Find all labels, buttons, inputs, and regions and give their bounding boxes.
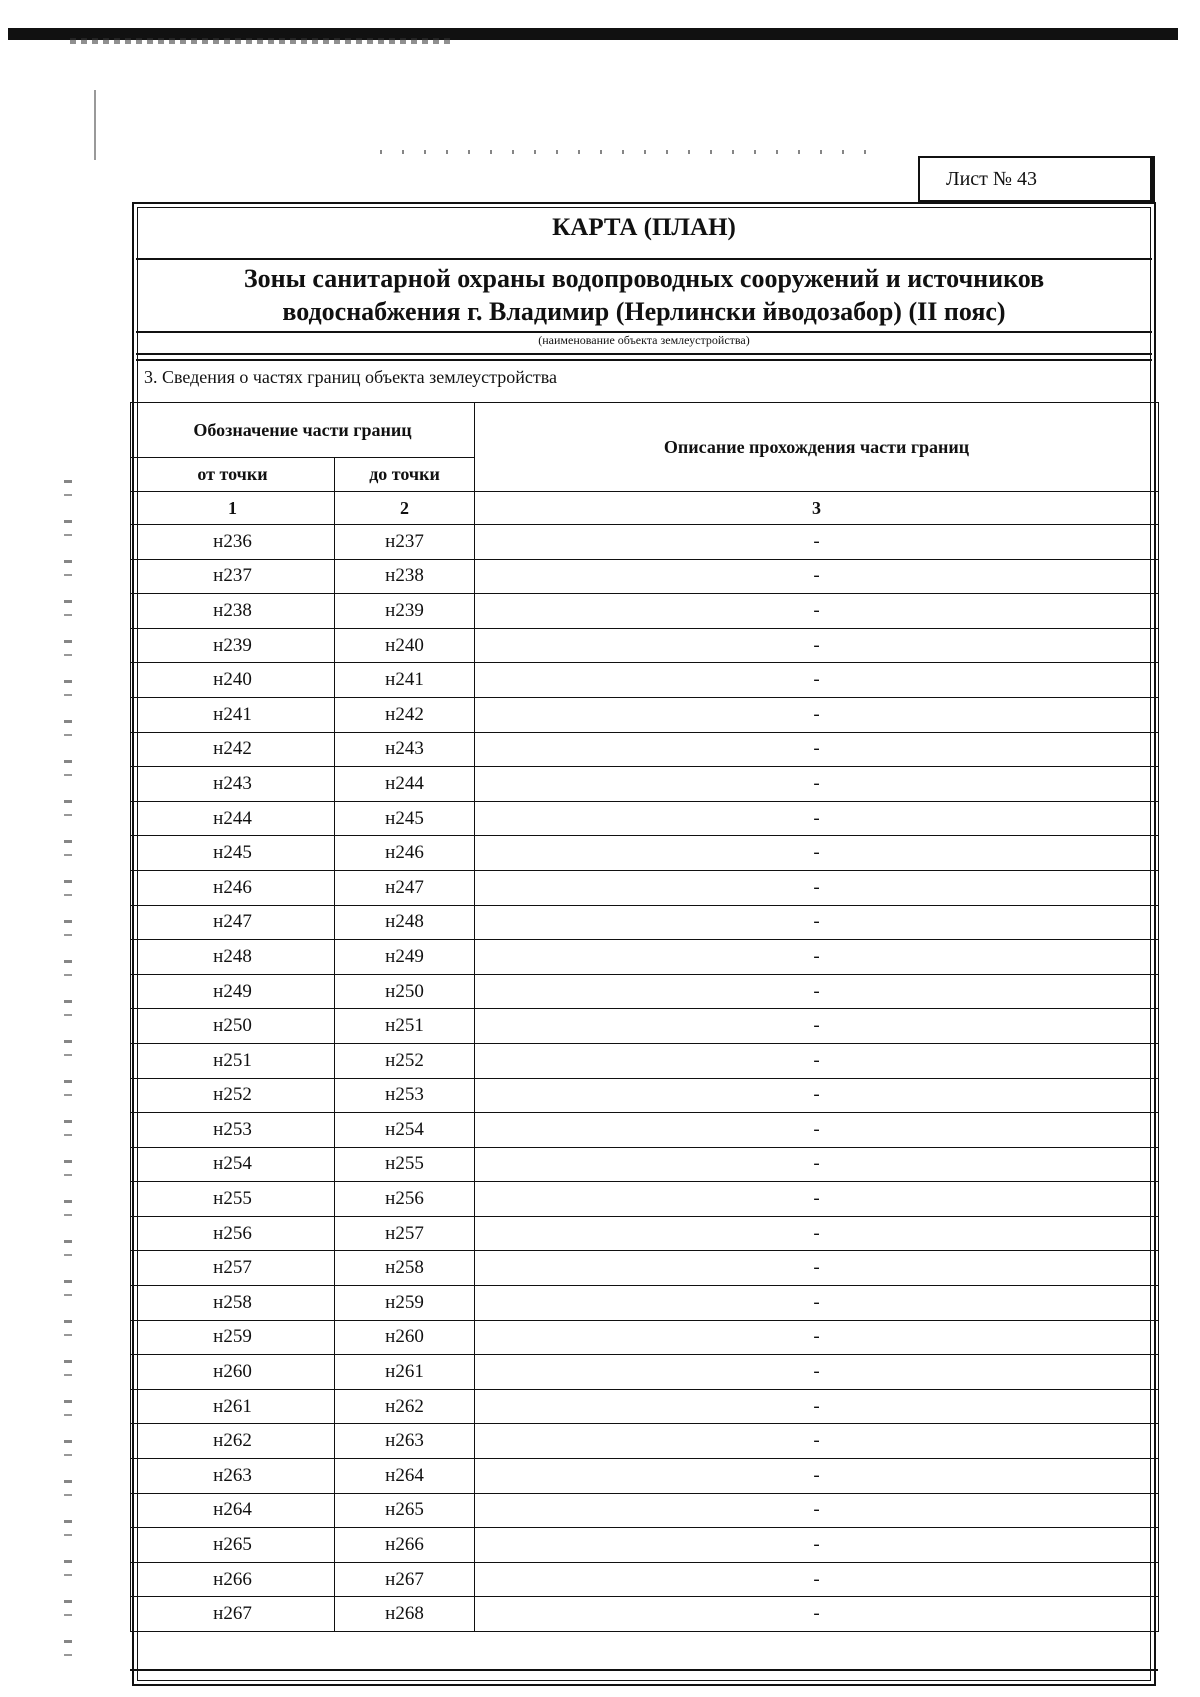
cell-description: - (475, 525, 1159, 560)
cell-from-point: н250 (131, 1009, 335, 1044)
cell-description: - (475, 1528, 1159, 1563)
cell-to-point: н266 (335, 1528, 475, 1563)
table-row (131, 1251, 1159, 1286)
cell-description: - (475, 732, 1159, 767)
table-row (131, 559, 1159, 594)
cell-from-point: н244 (131, 801, 335, 836)
table-row (131, 1182, 1159, 1217)
table-row (131, 940, 1159, 975)
cell-from-point: н237 (131, 559, 335, 594)
document-title: КАРТА (ПЛАН) (552, 214, 736, 241)
cell-description: - (475, 697, 1159, 732)
cell-to-point: н265 (335, 1493, 475, 1528)
table-row (131, 1424, 1159, 1459)
cell-from-point: н247 (131, 905, 335, 940)
cell-to-point: н267 (335, 1562, 475, 1597)
cell-to-point: н257 (335, 1216, 475, 1251)
cell-to-point: н254 (335, 1113, 475, 1148)
cell-description: - (475, 1009, 1159, 1044)
cell-description: - (475, 1147, 1159, 1182)
table-row (131, 1078, 1159, 1113)
cell-description: - (475, 1043, 1159, 1078)
sheet-number (918, 156, 1152, 202)
cell-to-point: н260 (335, 1320, 475, 1355)
scan-binding-marks (64, 480, 72, 1680)
cell-to-point: н258 (335, 1251, 475, 1286)
cell-to-point: н259 (335, 1286, 475, 1321)
cell-from-point: н259 (131, 1320, 335, 1355)
cell-from-point: н255 (131, 1182, 335, 1217)
cell-description: - (475, 1286, 1159, 1321)
cell-to-point: н241 (335, 663, 475, 698)
cell-to-point: н240 (335, 628, 475, 663)
table-row (131, 1009, 1159, 1044)
cell-from-point: н240 (131, 663, 335, 698)
cell-to-point: н261 (335, 1355, 475, 1390)
column-number: 2 (335, 492, 475, 525)
cell-to-point: н238 (335, 559, 475, 594)
cell-to-point: н256 (335, 1182, 475, 1217)
cell-to-point: н264 (335, 1459, 475, 1494)
cell-from-point: н242 (131, 732, 335, 767)
cell-from-point: н236 (131, 525, 335, 560)
cell-to-point: н247 (335, 870, 475, 905)
table-row (131, 1286, 1159, 1321)
cell-from-point: н241 (131, 697, 335, 732)
table-row (131, 697, 1159, 732)
scan-noise (70, 38, 450, 44)
cell-from-point: н245 (131, 836, 335, 871)
object-name-line1: Зоны санитарной охраны водопроводных сооружений и источников (243, 264, 1045, 293)
cell-description: - (475, 905, 1159, 940)
cell-description: - (475, 1320, 1159, 1355)
cell-from-point: н239 (131, 628, 335, 663)
cell-description: - (475, 870, 1159, 905)
cell-to-point: н253 (335, 1078, 475, 1113)
table-row (131, 1459, 1159, 1494)
cell-to-point: н268 (335, 1597, 475, 1632)
table-row (131, 974, 1159, 1009)
cell-description: - (475, 1597, 1159, 1632)
column-number: 1 (131, 492, 335, 525)
cell-from-point: н258 (131, 1286, 335, 1321)
scan-noise (380, 150, 880, 154)
sheet-number-label: Лист № 43 (946, 167, 1037, 190)
cell-description: - (475, 559, 1159, 594)
table-row (131, 1113, 1159, 1148)
object-name (138, 262, 1150, 328)
cell-description: - (475, 1389, 1159, 1424)
cell-to-point: н252 (335, 1043, 475, 1078)
cell-from-point: н261 (131, 1389, 335, 1424)
header-designation: Обозначение части границ (131, 403, 475, 458)
object-name-caption: (наименование объекта землеустройства) (538, 333, 750, 347)
cell-to-point: н251 (335, 1009, 475, 1044)
cell-description: - (475, 1459, 1159, 1494)
cell-from-point: н266 (131, 1562, 335, 1597)
cell-to-point: н250 (335, 974, 475, 1009)
object-name-line2: водоснабжения г. Владимир (Нерлински йводозабор) (II пояс) (282, 297, 1006, 326)
cell-from-point: н265 (131, 1528, 335, 1563)
cell-description: - (475, 836, 1159, 871)
cell-description: - (475, 1078, 1159, 1113)
table-row (131, 1216, 1159, 1251)
divider (136, 258, 1152, 260)
cell-from-point: н260 (131, 1355, 335, 1390)
scan-noise (94, 90, 96, 160)
boundary-parts-table (130, 402, 1159, 1632)
cell-description: - (475, 1113, 1159, 1148)
table-row (131, 1562, 1159, 1597)
cell-from-point: н246 (131, 870, 335, 905)
cell-from-point: н264 (131, 1493, 335, 1528)
table-row (131, 1320, 1159, 1355)
table-row (131, 836, 1159, 871)
cell-from-point: н254 (131, 1147, 335, 1182)
table-row (131, 1147, 1159, 1182)
cell-to-point: н243 (335, 732, 475, 767)
cell-from-point: н251 (131, 1043, 335, 1078)
table-row (131, 628, 1159, 663)
cell-description: - (475, 767, 1159, 802)
header-from-point: от точки (131, 458, 335, 492)
section-title: 3. Сведения о частях границ объекта землеустройства (144, 367, 557, 387)
table-row (131, 1493, 1159, 1528)
cell-to-point: н244 (335, 767, 475, 802)
table-row (131, 801, 1159, 836)
cell-description: - (475, 628, 1159, 663)
cell-from-point: н262 (131, 1424, 335, 1459)
table-row (131, 1389, 1159, 1424)
cell-description: - (475, 1355, 1159, 1390)
cell-from-point: н243 (131, 767, 335, 802)
table-row (131, 525, 1159, 560)
cell-from-point: н267 (131, 1597, 335, 1632)
cell-from-point: н257 (131, 1251, 335, 1286)
cell-to-point: н248 (335, 905, 475, 940)
header-description: Описание прохождения части границ (475, 403, 1159, 492)
cell-to-point: н262 (335, 1389, 475, 1424)
cell-description: - (475, 1182, 1159, 1217)
cell-to-point: н263 (335, 1424, 475, 1459)
table-row (131, 1043, 1159, 1078)
cell-from-point: н248 (131, 940, 335, 975)
cell-to-point: н249 (335, 940, 475, 975)
cell-from-point: н256 (131, 1216, 335, 1251)
cell-from-point: н249 (131, 974, 335, 1009)
cell-to-point: н245 (335, 801, 475, 836)
cell-to-point: н255 (335, 1147, 475, 1182)
cell-from-point: н252 (131, 1078, 335, 1113)
divider (130, 1669, 1158, 1671)
table-row (131, 1355, 1159, 1390)
cell-to-point: н246 (335, 836, 475, 871)
cell-description: - (475, 1493, 1159, 1528)
cell-description: - (475, 801, 1159, 836)
table-row (131, 663, 1159, 698)
table-row (131, 1597, 1159, 1632)
cell-to-point: н242 (335, 697, 475, 732)
cell-description: - (475, 1562, 1159, 1597)
header-to-point: до точки (335, 458, 475, 492)
cell-from-point: н238 (131, 594, 335, 629)
cell-description: - (475, 594, 1159, 629)
table-row (131, 905, 1159, 940)
column-number: 3 (475, 492, 1159, 525)
cell-description: - (475, 1216, 1159, 1251)
cell-description: - (475, 940, 1159, 975)
table-row (131, 1528, 1159, 1563)
table-row (131, 732, 1159, 767)
table-row (131, 870, 1159, 905)
cell-description: - (475, 974, 1159, 1009)
table-row (131, 594, 1159, 629)
cell-to-point: н237 (335, 525, 475, 560)
divider (136, 359, 1152, 361)
cell-from-point: н253 (131, 1113, 335, 1148)
cell-description: - (475, 1424, 1159, 1459)
table-row (131, 767, 1159, 802)
divider (136, 353, 1152, 355)
cell-to-point: н239 (335, 594, 475, 629)
cell-description: - (475, 663, 1159, 698)
cell-from-point: н263 (131, 1459, 335, 1494)
cell-description: - (475, 1251, 1159, 1286)
